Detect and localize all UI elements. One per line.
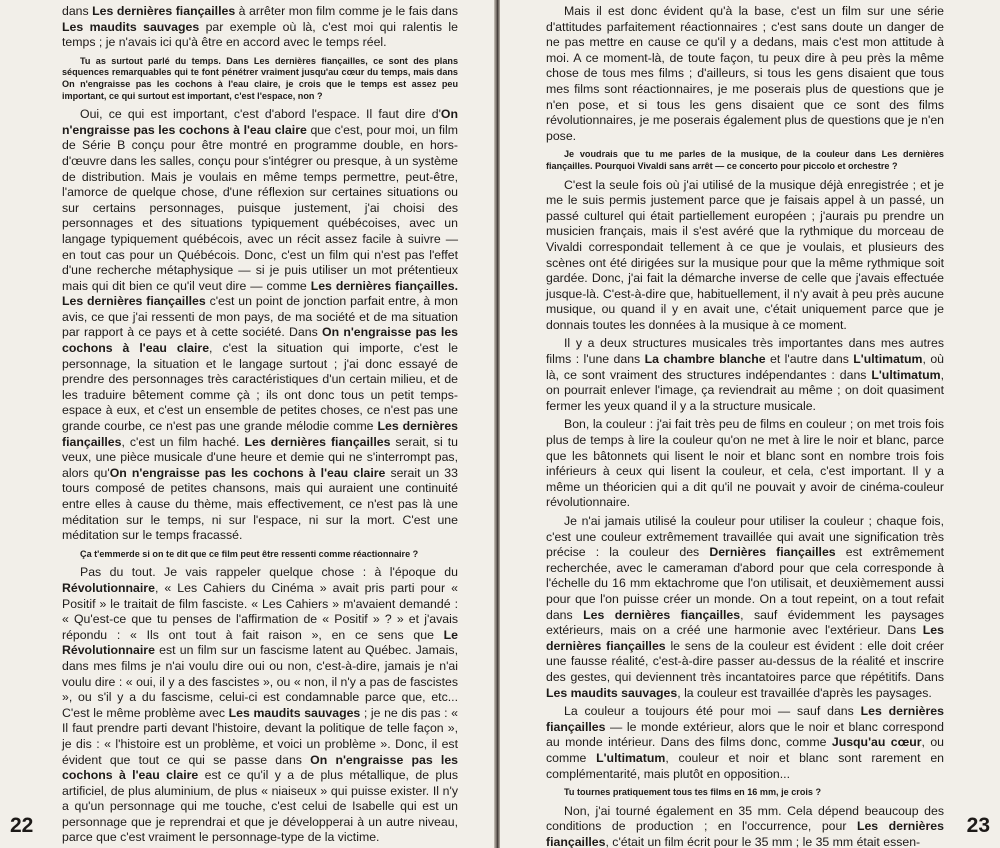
answer-paragraph: Bon, la couleur : j'ai fait très peu de films en couleur ; on met trois fois plus de temps à lire la couleur qu'on ne met à lire le noir et blanc, parce que les bâtonnets qui lisent le noir et blanc sont en nombre trois fois inférieurs à ceux qui lisent la couleur, et cela, c'est important. Il y a même un théoricien qui a dit qu'il ne pouvait y avoir de cinéma-couleur révolutionnaire. xyxy=(546,417,944,510)
answer-paragraph: Pas du tout. Je vais rappeler quelque chose : à l'époque du Révolutionnaire, « Les Cahiers du Cinéma » avait pris parti pour « Positif » le traitait de film fasciste. « Les Cahiers » m'avaient demandé : « Qu'est-ce que tu penses de l'affirmation de « Positif » ? » et j'avais répondu : « Ils ont tout à fait raison », en ce sens que Le Révolutionnaire est un film sur un fascisme latent au Québec. Jamais, dans mes films je n'ai voulu dire oui ou non, c'est-à-dire, jamais je n'ai voulu dire : « oui, il y a des fascistes », ou « non, il n'y a pas de fascistes », ou s'il y a du fascisme, celui-ci est condamnable parce que, etc... C'est le même problème avec Les maudits sauvages ; je ne dis pas : « Il faut prendre parti devant l'histoire, devant la politique de telle façon », je dis : « l'histoire est un problème, et voici un problème ». Donc, il est évident que tout ce qui se passe dans On n'engraisse pas les cochons à l'eau claire est ce qu'il y a de plus métallique, de plus artificiel, de plus aluminium, de plus « niaiseux » qui puisse exister. Il n'y a qu'un personnage qui me touche, c'est celui de Isabelle qui est un personnage que je reprendrai et que je développerai à un autre niveau, parce que c'est vraiment le personnage-type de la victime. xyxy=(62,565,458,845)
right-page xyxy=(500,0,1000,848)
interview-question: Ça t'emmerde si on te dit que ce film peut être ressenti comme réactionnaire ? xyxy=(80,548,419,559)
interview-question: Tu as surtout parlé du temps. Dans Les dernières fiançailles, ce sont des plans séquences remarquables qui te font pénétrer vraiment jusqu'au cœur du temps, mais dans On n'engraisse pas les cochons à l'eau claire, je crois que le temps est assez peu important, ce qui surtout est important, c'est l'espace, non ? xyxy=(62,55,458,101)
interview-question: Je voudrais que tu me parles de la musique, de la couleur dans Les dernières fiançailles. Pourquoi Vivaldi sans arrêt — ce concerto pour piccolo et orchestre ? xyxy=(546,149,944,171)
answer-paragraph: Oui, ce qui est important, c'est d'abord l'espace. Il faut dire d'On n'engraisse pas les cochons à l'eau claire que c'est, pour moi, un film de Série B conçu pour être montré en programme double, en hors-d'œuvre dans les salles, conçu pour s'intégrer ou presque, à un système de distribution. Mais je voulais en même temps permettre, peut-être, l'amorce de quelque chose, d'une réflexion sur certaines situations ou sur certains personnages, puisque justement, j'ai choisi des personnages et des situations typiquement québécoises, avec un langage typiquement québécois, avec un récit assez facile à suivre — en tout cas pour un Québécois. Donc, c'est un film qui n'est pas l'effet d'une recherche métaphysique — si je puis utiliser un mot prétentieux mais qui dit bien ce qu'il veut dire — comme Les dernières fiançailles. Les dernières fiançailles c'est un point de jonction parfait entre, à mon avis, ce que j'ai ressenti de mon pays, de ma société et de ma situation par rapport à ce pays et à cette société. Dans On n'engraisse pas les cochons à l'eau claire, c'est la situation qui importe, c'est le personnage, la situation et le langage surtout ; j'ai donc essayé de prendre des personnages très caractéristiques d'un certain milieu, et de les traduire bêtement comme çà ; ils ont donc tous un petit temps-espace à eux, et c'est un ensemble de petites choses, ce n'est pas une grande courbe, ce n'est pas une grande mélodie comme Les dernières fiançailles, c'est un film haché. Les dernières fiançailles serait, si tu veux, une pièce musicale d'une heure et demie qui ne s'interrompt pas, alors qu'On n'engraisse pas les cochons à l'eau claire serait un 33 tours composé de petites chansons, mais qui auraient une continuité entre elles à cause du thème, mais effectivement, ce n'est pas là une méditation sur le temps, ni sur l'espace, ni sur la mort. C'est une méditation sur le temps fracassé. xyxy=(62,107,459,543)
left-page xyxy=(0,0,494,848)
answer-paragraph: dans Les dernières fiançailles à arrêter mon film comme je le fais dans Les maudits sauvages par exemple où là, c'est moi qui ralentis le temps ; je n'avais ici qu'à être en accord avec le temps réel. xyxy=(62,4,458,50)
answer-paragraph: Non, j'ai tourné également en 35 mm. Cela dépend beaucoup des conditions de production ; en l'occurrence, pour Les dernières fiançailles, c'était un film écrit pour le 35 mm ; le 35 mm était essen- xyxy=(546,803,944,848)
right-page-text xyxy=(546,4,944,848)
answer-paragraph: Je n'ai jamais utilisé la couleur pour utiliser la couleur ; chaque fois, c'est une couleur extrêmement travaillée qui avait une signification très précise : la couleur des Dernières fiançailles est extrêmement recherchée, avec le cameraman d'abord pour que cela corresponde à l'échelle du 16 mm ektachrome que l'on utilisait, et deuxièmement aussi pour que l'on puisse créer un monde. On a tout repeint, on a tout refait dans Les dernières fiançailles, sauf évidemment les paysages extérieurs, mais on a créé une harmonie avec l'extérieur. Dans Les dernières fiançailles le sens de la couleur est évident : elle doit créer une fausse réalité, c'est-à-dire passer au-dessus de la réalité et inscrire des gestes, qui deviennent très incantatoires parce que répétitifs. Dans Les maudits sauvages, la couleur est travaillée d'après les paysages. xyxy=(546,514,945,700)
left-page-text xyxy=(62,4,458,846)
right-page-number: 23 xyxy=(966,814,990,837)
answer-paragraph: La couleur a toujours été pour moi — sauf dans Les dernières fiançailles — le monde extérieur, alors que le noir et blanc correspond au monde intérieur. Dans des films donc, comme Jusqu'au cœur, ou comme L'ultimatum, couleur et noir et blanc sont rarement en complémentarité, mais plutôt en opposition... xyxy=(546,704,945,781)
answer-paragraph: Il y a deux structures musicales très importantes dans mes autres films : l'une dans La chambre blanche et l'autre dans L'ultimatum, où là, ce sont vraiment des structures indépendantes : dans L'ultimatum, on pourrait enlever l'image, ça reviendrait au même ; on doit quasiment fermer les yeux quand il y a la structure musicale. xyxy=(546,336,944,413)
interview-question: Tu tournes pratiquement tous tes films en 16 mm, je crois ? xyxy=(564,787,822,798)
answer-paragraph: C'est la seule fois où j'ai utilisé de la musique déjà enregistrée ; et je me le suis permis justement parce que je faisais appel à un passé, un passé culturel qui était partiellement européen ; j'aurais pu prendre un musicien français, mais il s'est avéré que la rythmique du morceau de Vivaldi correspondait tellement à ce que je voulais, et plusieurs des scènes ont été dirigées sur la musique pour que la même rythmique soit gardée. Donc, j'ai fait la démarche inverse de celle que j'avais effectuée jusque-là. C'est-à-dire que, habituellement, il n'y avait à peu près aucune musique, ou quand il y en avait une, c'était uniquement parce que je donnais toutes les données à la musique à ce moment. xyxy=(546,177,944,332)
left-page-number: 22 xyxy=(10,814,34,837)
answer-paragraph: Mais il est donc évident qu'à la base, c'est un film sur une série d'attitudes parfaitement réactionnaires ; c'est sans doute un danger de ne pas mettre en cause ce qu'il y a dedans, mais c'est mon attitude à moi. A ce moment-là, de toute façon, tu peux dire à peu près la même chose de tous mes films ; d'ailleurs, si tous les gens disaient que tous mes films sont réactionnaires, je me poserais plus de questions que je n'en pose, et si tous les gens disaient que ce sont des films révolutionnaires, je me poserais également plus de questions que je n'en pose. xyxy=(546,4,944,143)
